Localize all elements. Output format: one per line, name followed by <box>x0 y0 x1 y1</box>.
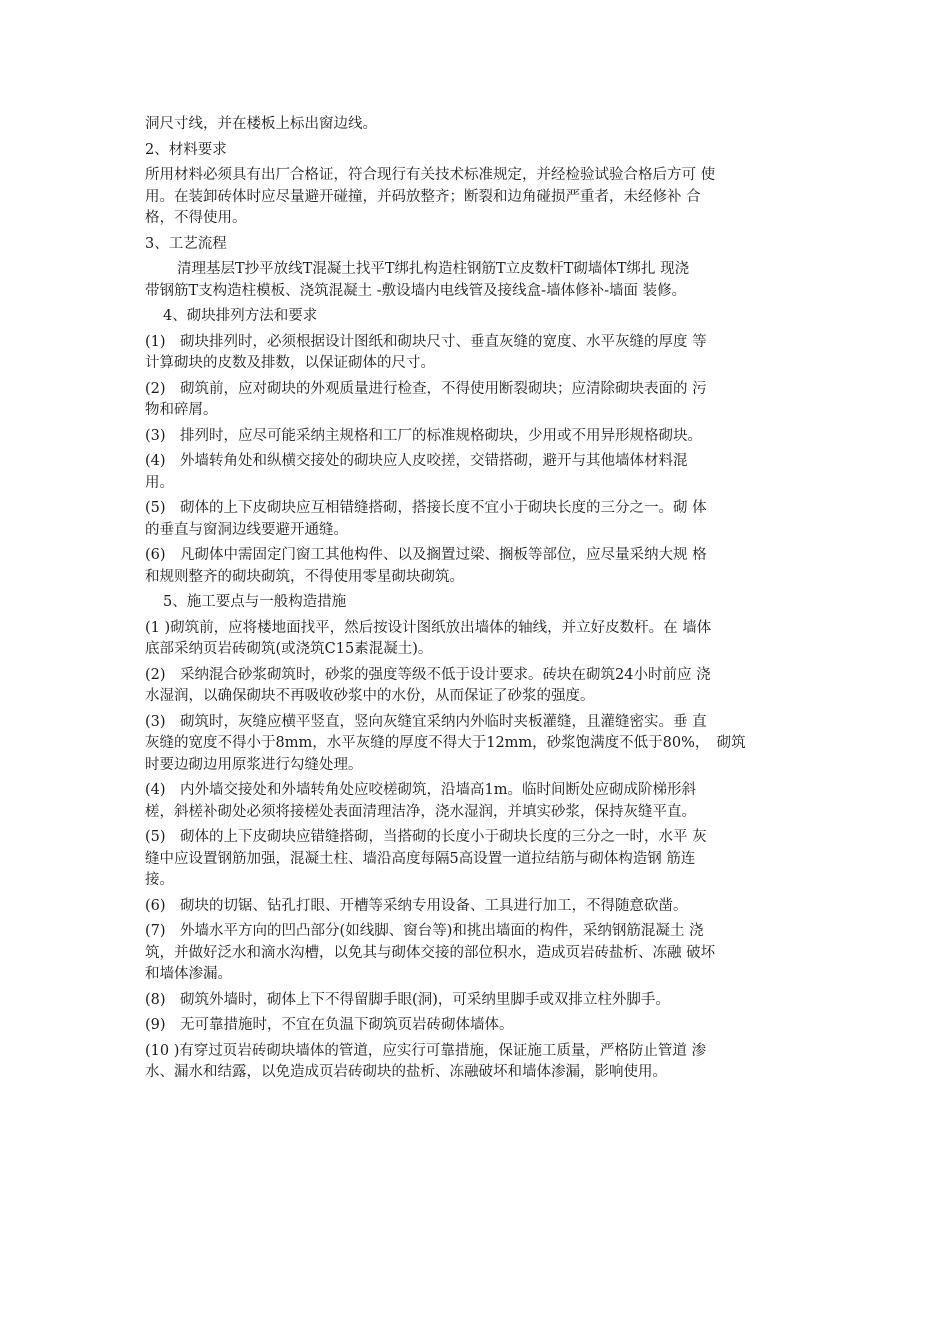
section-heading: 5、施工要点与一般构造措施 <box>163 594 347 610</box>
text-line: 筑，并做好泛水和滴水沟槽，以免其与砌体交接的部位积水，造成页岩砖盐析、冻融 破坏 <box>145 944 716 961</box>
text-line: (2) 砌筑前，应对砌块的外观质量进行检查，不得使用断裂砌块；应清除砌块表面的 污 <box>145 380 707 397</box>
text-line: (6) 砌块的切锯、钻孔打眼、开槽等采纳专用设备、工具进行加工，不得随意砍凿。 <box>145 897 688 914</box>
text-line: 槎，斜槎补砌处必须将接槎处表面清理洁净，浇水湿润，并填实砂浆，保持灰缝平直。 <box>145 803 696 820</box>
section-heading: 3、工艺流程 <box>145 235 227 252</box>
section-heading: 4、砌块排列方法和要求 <box>163 308 318 324</box>
list-item-arrangement-1 <box>145 331 825 374</box>
text-line: 水、漏水和结露，以免造成页岩砖砌块的盐析、冻融破坏和墙体渗漏，影响使用。 <box>145 1064 667 1080</box>
text-line: (10 )有穿过页岩砖砌块墙体的管道，应实行可靠措施，保证施工质量，严格防止管道 渗 <box>145 1042 706 1059</box>
heading-process <box>145 233 825 255</box>
list-item-construction-7 <box>145 920 825 985</box>
text-line: 水湿润，以确保砌块不再吸收砂浆中的水份，从而保证了砂浆的强度。 <box>145 688 595 704</box>
list-item-arrangement-6 <box>145 544 825 587</box>
list-item-construction-4 <box>145 779 825 822</box>
list-item-construction-8 <box>145 989 825 1011</box>
list-item-construction-2 <box>145 664 825 707</box>
text-line: 和规则整齐的砌块砌筑，不得使用零星砌块砌筑。 <box>145 568 464 585</box>
text-line: (3) 排列时，应尽可能采纳主规格和工厂的标准规格砌块，少用或不用异形规格砌块。 <box>145 427 703 444</box>
list-item-construction-5 <box>145 826 825 891</box>
text-line: 接。 <box>145 872 174 888</box>
text-line: (1 )砌筑前，应将楼地面找平，然后按设计图纸放出墙体的轴线，并立好皮数杆。在 墙体 <box>145 619 712 636</box>
section-heading: 2、材料要求 <box>145 141 227 158</box>
text-line: 计算砌块的皮数及排数，以保证砌体的尺寸。 <box>145 355 435 371</box>
list-item-arrangement-5 <box>145 497 825 540</box>
paragraph-process <box>145 258 825 301</box>
text-line: (8) 砌筑外墙时，砌体上下不得留脚手眼(洞)，可采纳里脚手或双排立柱外脚手。 <box>145 991 670 1008</box>
text-line: 和墙体渗漏。 <box>145 966 232 982</box>
text-line: 用。 <box>145 474 174 491</box>
text-line: 的垂直与窗洞边线要避开通缝。 <box>145 521 348 538</box>
text-line: (1) 砌块排列时，必须根据设计图纸和砌块尺寸、垂直灰缝的宽度、水平灰缝的厚度 等 <box>145 333 707 350</box>
text-line: (2) 采纳混合砂浆砌筑时，砂浆的强度等级不低于设计要求。砖块在砌筑24小时前应 浇 <box>145 666 711 683</box>
text-line: (6) 凡砌体中需固定门窗工其他构件、以及搁置过梁、搁板等部位，应尽量采纳大规 格 <box>145 547 707 563</box>
paragraph-window-line <box>145 113 825 135</box>
text-line: 底部采纳页岩砖砌筑(或浇筑C15素混凝土)。 <box>145 641 433 657</box>
text-line: 用。在装卸砖体时应尽量避开碰撞，并码放整齐；断裂和边角碰损严重者，未经修补 合 <box>145 188 701 205</box>
text-line: (9) 无可靠措施时，不宜在负温下砌筑页岩砖砌体墙体。 <box>145 1017 514 1033</box>
text-line: 时要边砌边用原浆进行勾缝处理。 <box>145 756 363 773</box>
text-line: (5) 砌体的上下皮砌块应互相错缝搭砌，搭接长度不宜小于砌块长度的三分之一。砌 体 <box>145 500 707 516</box>
text-line: (7) 外墙水平方向的凹凸部分(如线脚、窗台等)和挑出墙面的构件，采纳钢筋混凝土 浇 <box>145 923 704 939</box>
list-item-construction-10 <box>145 1040 825 1083</box>
list-item-construction-6 <box>145 895 825 917</box>
text-line: 灰缝的宽度不得小于8mm，水平灰缝的厚度不得大于12mm，砂浆饱满度不低于80%， 砌筑 <box>145 735 746 751</box>
list-item-construction-9 <box>145 1014 825 1036</box>
text-line: (4) 外墙转角处和纵横交接处的砌块应人皮咬搓，交错搭砌，避开与其他墙体材料混 <box>145 453 688 469</box>
text-line: 洞尺寸线，并在楼板上标出窗边线。 <box>145 116 377 132</box>
list-item-construction-3 <box>145 711 825 776</box>
paragraph-materials <box>145 164 825 229</box>
text-line: 物和碎屑。 <box>145 402 218 418</box>
text-line: 格，不得使用。 <box>145 210 247 226</box>
list-item-arrangement-2 <box>145 378 825 421</box>
text-line: 清理基层Τ抄平放线Τ混凝土找平Τ绑扎构造柱钢筋Τ立皮数杆Τ砌墙体Τ绑扎 现浇 <box>177 261 690 277</box>
text-line: (4) 内外墙交接处和外墙转角处应咬槎砌筑，沿墙高1m。临时间断处应砌成阶梯形斜 <box>145 782 697 798</box>
list-item-construction-1 <box>145 617 825 660</box>
heading-construction <box>145 591 825 613</box>
list-item-arrangement-3 <box>145 425 825 447</box>
text-line: (5) 砌体的上下皮砌块应错缝搭砌，当搭砌的长度小于砌块长度的三分之一时，水平 灰 <box>145 829 707 845</box>
text-line: 带钢筋Τ支构造柱模板、浇筑混凝土 -敷设墙内电线管及接线盒-墙体修补-墙面 装修。 <box>145 282 687 299</box>
text-line: (3) 砌筑时，灰缝应横平竖直，竖向灰缝宜采纳内外临时夹板灌缝，且灌缝密实。垂 直 <box>145 713 707 730</box>
heading-materials <box>145 139 825 161</box>
document-body <box>145 113 825 1087</box>
text-line: 所用材料必须具有出厂合格证，符合现行有关技术标准规定，并经检验试验合格后方可 使 <box>145 167 716 183</box>
heading-block-arrangement <box>145 305 825 327</box>
list-item-arrangement-4 <box>145 450 825 493</box>
text-line: 缝中应设置钢筋加强，混凝土柱、墙沿高度每隔5高设置一道拉结筋与砌体构造钢 筋连 <box>145 850 696 867</box>
